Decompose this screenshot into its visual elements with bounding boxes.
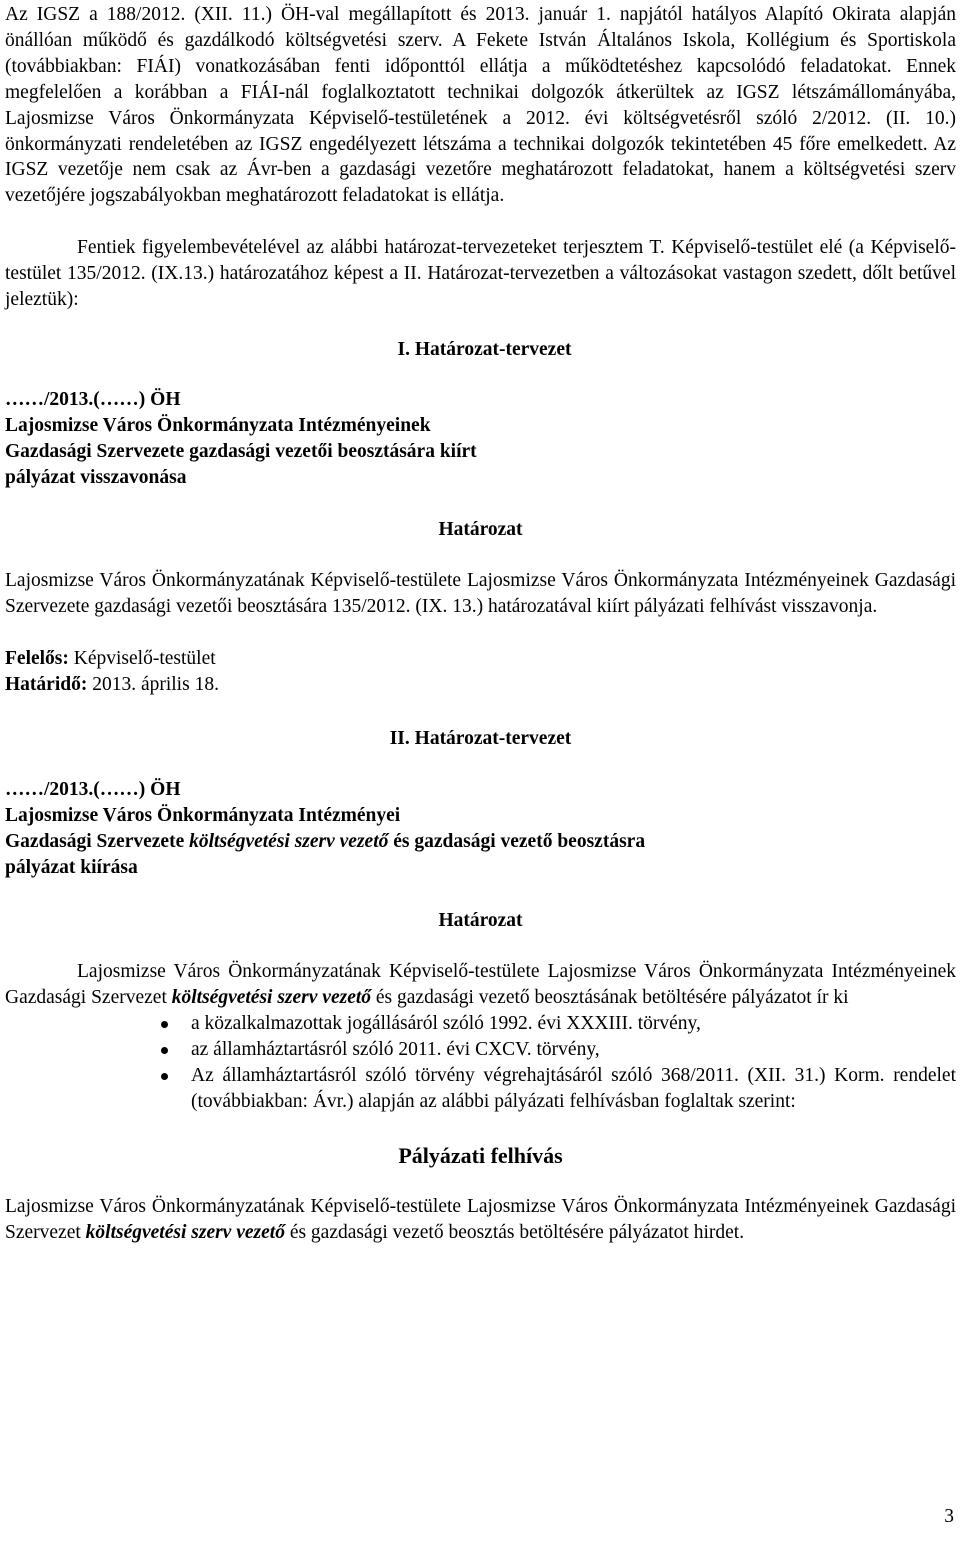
draft1-title-line1: Lajosmizse Város Önkormányzata Intézményeinek [5, 414, 431, 436]
draft2-number: ……/2013.(……) ÖH [5, 778, 181, 800]
list-item: Az államháztartásról szóló törvény végrehajtásáról szóló 368/2011. (XII. 31.) Korm. rendelet (továbbiakban: Ávr.) alapján az alábbi pályázati felhívásban foglaltak szerint: [5, 1063, 956, 1115]
draft2-title-line2: Gazdasági Szervezete költségvetési szerv vezető és gazdasági vezető beosztásra [5, 830, 646, 852]
draft1-deadline: Határidő: 2013. április 18. [5, 674, 219, 696]
draft1-hatarozat-heading: Határozat [438, 518, 523, 540]
call-for-applications-title: Pályázati felhívás [398, 1142, 563, 1168]
draft1-title-line3: pályázat visszavonása [5, 466, 187, 488]
draft2-hatarozat-heading: Határozat [438, 909, 523, 931]
intro-paragraph: Az IGSZ a 188/2012. (XII. 11.) ÖH-val megállapított és 2013. január 1. napjától hatályos Alapító Okirata alapján önállóan működő és gazdálkodó költségvetési szerv. A Fekete István Általános Iskola, Kollégium és Sportiskola (továbbiakban: FIÁI) vonatkozásában fenti időponttól ellátja a működtetéshez kapcsolódó feladatokat. Ennek megfelelően a korábban a FIÁI-nál foglalkoztatott technikai dolgozók átkerültek az IGSZ létszámállományába, Lajosmizse Város Önkormányzata Képviselő-testületének a 2012. évi költségvetésről szóló 2/2012. (II. 10.) önkormányzati rendeletében az IGSZ engedélyezett létszáma a technikai dolgozók tekintetében 45 főre emelkedett. Az IGSZ vezetője nem csak az Ávr-ben a gazdasági vezetőre meghatározott feladatokat, hanem a költségvetési szerv vezetőjére jogszabályokban meghatározott feladatokat is ellátja. [5, 4, 956, 207]
bullet-icon [161, 1021, 168, 1028]
bullet-icon [161, 1047, 168, 1054]
list-item: a közalkalmazottak jogállásáról szóló 1992. évi XXXIII. törvény, [5, 1011, 956, 1037]
draft2-title-line1: Lajosmizse Város Önkormányzata Intézményei [5, 804, 401, 826]
draft2-title-line3: pályázat kiírása [5, 856, 138, 878]
draft2-heading: II. Határozat-tervezet [389, 728, 572, 750]
call-for-applications-body: Lajosmizse Város Önkormányzatának Képviselő-testülete Lajosmizse Város Önkormányzata Intézményeinek Gazdasági Szervezet költségvetési szerv vezető és gazdasági vezető beosztás betöltésére pályázatot hirdet. [5, 1195, 956, 1243]
draft1-number: ……/2013.(……) ÖH [5, 388, 181, 410]
page-number: 3 [944, 1506, 954, 1527]
document-page [5, 0, 956, 1246]
list-item: az államháztartásról szóló 2011. évi CXCV. törvény, [5, 1037, 956, 1063]
legal-basis-list [5, 1011, 956, 1115]
draft1-title-line2: Gazdasági Szervezete gazdasági vezetői beosztására kiírt [5, 440, 477, 462]
intro-proposal-paragraph: Fentiek figyelembevételével az alábbi határozat-tervezeteket terjesztem T. Képviselő-testület elé (a Képviselő-testület 135/2012. (IX.13.) határozatához képest a II. Határozat-tervezetben a változásokat vastagon szedett, dőlt betűvel jeleztük): [5, 237, 956, 311]
draft1-responsible: Felelős: Képviselő-testület [5, 648, 216, 670]
draft2-body: Lajosmizse Város Önkormányzatának Képviselő-testülete Lajosmizse Város Önkormányzata Intézményeinek Gazdasági Szervezet költségvetési szerv vezető és gazdasági vezető beosztásának betöltésére pályázatot ír ki [5, 961, 956, 1009]
draft1-heading: I. Határozat-tervezet [397, 338, 572, 360]
bullet-icon [161, 1073, 168, 1080]
draft1-body: Lajosmizse Város Önkormányzatának Képviselő-testülete Lajosmizse Város Önkormányzata Intézményeinek Gazdasági Szervezete gazdasági vezetői beosztására 135/2012. (IX. 13.) határozatával kiírt pályázati felhívást visszavonja. [5, 570, 956, 618]
